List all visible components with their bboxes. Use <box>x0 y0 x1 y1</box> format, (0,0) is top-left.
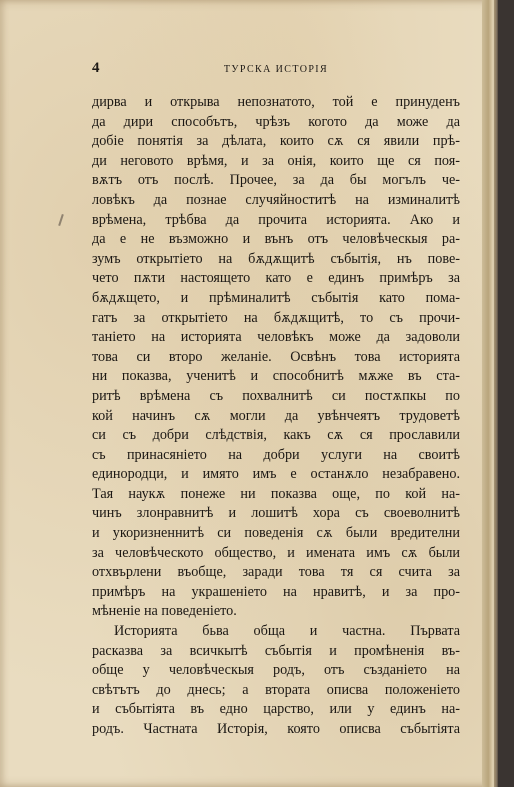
text-line: ди неговото врѣмя, и за онія, които ще ся поя- <box>92 152 460 169</box>
text-line: дирва и открыва непознатото, той е принуденъ <box>92 94 460 110</box>
text-line: добіе понятія за дѣлата, които сѫ ся явили прѣ- <box>92 133 460 150</box>
text-line: примѣръ на украшеніето на нравитѣ, и за про- <box>92 583 460 600</box>
text-line: Историята бьва обща и частна. Първата <box>114 623 460 640</box>
text-line: чето пѫти настоящето като е единъ примѣръ за <box>92 270 460 287</box>
text-line: таніето на историята человѣкъ може да задоволи <box>92 329 460 346</box>
text-line: кой начинъ сѫ могли да увѣнчеятъ трудоветѣ <box>92 407 460 424</box>
text-line: и укоризненнитѣ си поведенія сѫ были вредителни <box>92 525 460 542</box>
text-line: за человѣческото общество, и имената имъ сѫ были <box>92 544 460 561</box>
text-line: съ принасяніето на добри услуги на своитѣ <box>92 446 460 463</box>
text-line: отхвърлени въобще, заради това тя ся счита за <box>92 564 460 581</box>
page-number: 4 <box>92 60 100 76</box>
text-line: ритѣ врѣмена съ похвалнитѣ си постѫпкы по <box>92 387 460 404</box>
text-line: си съ добри слѣдствія, какъ сѫ ся прославили <box>92 427 460 444</box>
text-line: свѣтътъ до днесь; а вторатa описва положеніето <box>92 681 460 698</box>
margin-pencil-mark <box>58 214 64 226</box>
running-title: ТУРСКА ИСТОРІЯ <box>223 64 329 75</box>
text-line: гатъ за открытіето на бѫдѫщитѣ, то съ прочи- <box>92 309 460 326</box>
text-line: чинъ злонравнитѣ и лошитѣ хора съ своеволнитѣ <box>92 505 460 522</box>
text-line: вѫтъ отъ послѣ. Прочее, за да бы могълъ че- <box>92 172 460 189</box>
page-fold-line <box>494 0 496 787</box>
page-header <box>92 62 460 80</box>
text-line: обще у человѣческыя родъ, отъ създаніето на <box>92 662 460 679</box>
text-line: единородци, и имято имъ е останѫло незабравено. <box>92 466 460 483</box>
text-line: и събытіята въ едно царство, или у единъ на- <box>92 701 460 718</box>
text-line: това си второ желаніе. Освѣнъ това историята <box>92 348 460 365</box>
text-line: ловѣкъ да познае случяйноститѣ на изминалитѣ <box>92 191 460 208</box>
text-line: родъ. Частната Исторія, която описва събытіята <box>92 721 460 737</box>
text-line: ни показва, ученитѣ и способнитѣ мѫже въ ста- <box>92 368 460 385</box>
text-line: зумъ открытіето на бѫдѫщитѣ събытія, нъ пове- <box>92 250 460 267</box>
text-line: Тая наукѫ понеже ни показва още, по кой на- <box>92 485 460 502</box>
text-line: расказва за всичкытѣ събытія и промѣненія въ- <box>92 642 460 659</box>
text-line: бѫдѫщето, и прѣминалитѣ събытія като помa- <box>92 289 460 306</box>
text-line: да дири способътъ, чрѣзъ когото да може да <box>92 113 460 130</box>
text-line: да е не възможно и вънъ отъ человѣческыя ра- <box>92 231 460 248</box>
body-text <box>92 93 460 740</box>
text-line: врѣмена, трѣбва да прочита историята. Ако и <box>92 211 460 228</box>
text-line: мѣненіе на поведеніето. <box>92 603 237 620</box>
